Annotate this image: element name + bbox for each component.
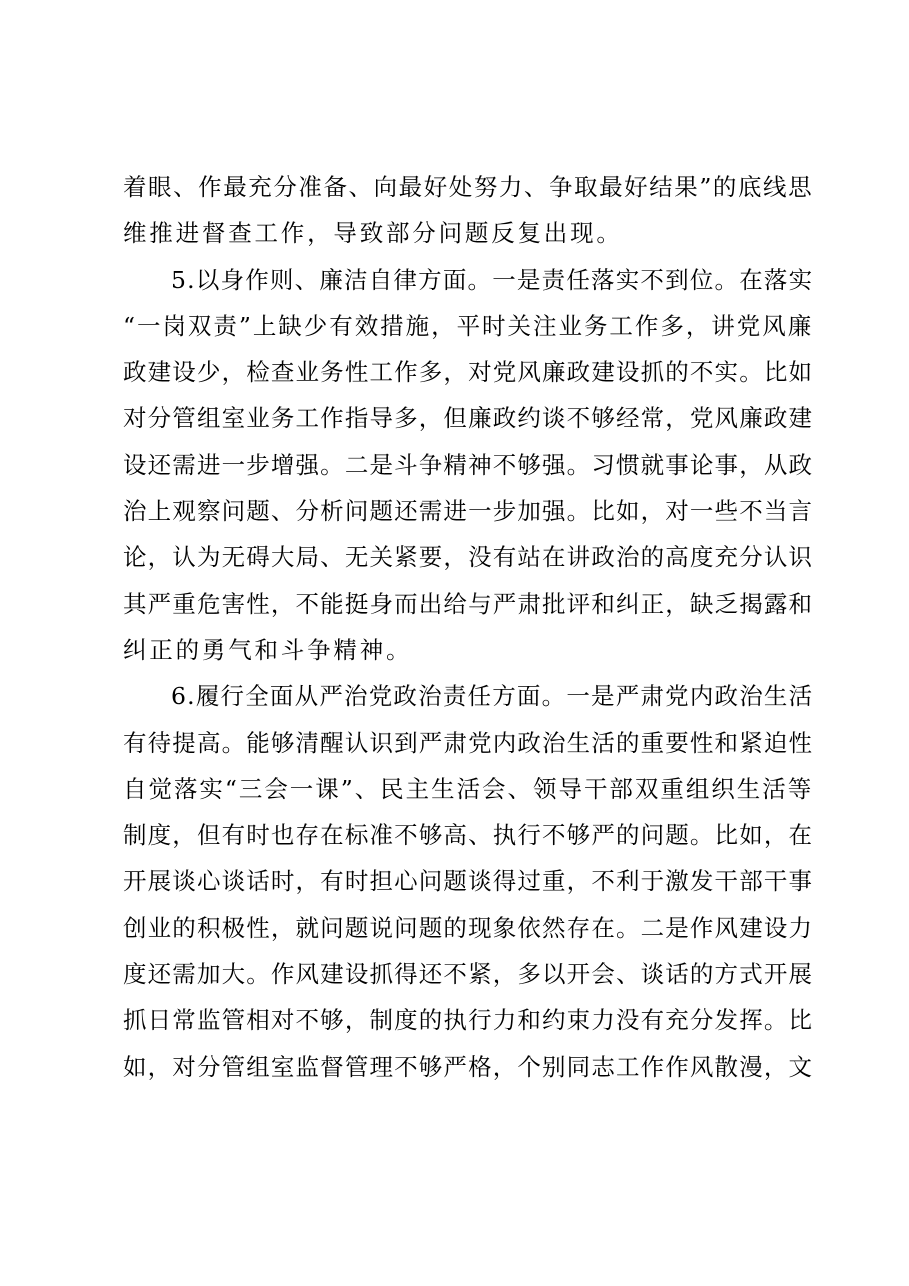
text-line: “一岗双责”上缺少有效措施，平时关注业务工作多，讲党风廉 [123, 311, 813, 340]
text-line: 其严重危害性，不能挺身而出给与严肃批评和纠正，缺乏揭露和 [123, 589, 813, 618]
body-text [123, 167, 813, 1093]
text-line: 对分管组室业务工作指导多，但廉政约谈不够经常，党风廉政建 [123, 404, 813, 433]
paragraph-start-line: 6.履行全面从严治党政治责任方面。一是严肃党内政治生活 [171, 682, 814, 711]
text-line: 纠正的勇气和斗争精神。 [123, 635, 413, 664]
text-line: 设还需进一步增强。二是斗争精神不够强。习惯就事论事，从政 [123, 450, 813, 479]
text-line: 开展谈心谈话时，有时担心问题谈得过重，不利于激发干部干事 [123, 867, 813, 896]
text-line: 政建设少，检查业务性工作多，对党风廉政建设抓的不实。比如 [123, 358, 813, 387]
text-line: 抓日常监管相对不够，制度的执行力和约束力没有充分发挥。比 [123, 1006, 813, 1035]
text-line: 如，对分管组室监督管理不够严格，个别同志工作作风散漫，文 [123, 1052, 813, 1081]
text-line: 制度，但有时也存在标准不够高、执行不够严的问题。比如，在 [123, 821, 813, 850]
paragraph-start-line: 5.以身作则、廉洁自律方面。一是责任落实不到位。在落实 [171, 265, 814, 294]
text-line: 治上观察问题、分析问题还需进一步加强。比如，对一些不当言 [123, 497, 813, 526]
text-line: 度还需加大。作风建设抓得还不紧，多以开会、谈话的方式开展 [123, 960, 813, 989]
text-line: 论，认为无碍大局、无关紧要，没有站在讲政治的高度充分认识 [123, 543, 813, 572]
text-line: 创业的积极性，就问题说问题的现象依然存在。二是作风建设力 [123, 913, 813, 942]
text-line: 自觉落实“三会一课”、民主生活会、领导干部双重组织生活等 [123, 774, 813, 803]
text-line: 着眼、作最充分准备、向最好处努力、争取最好结果”的底线思 [123, 173, 813, 201]
text-line: 有待提高。能够清醒认识到严肃党内政治生活的重要性和紧迫性 [123, 728, 813, 757]
text-line: 维推进督查工作，导致部分问题反复出现。 [123, 219, 623, 248]
